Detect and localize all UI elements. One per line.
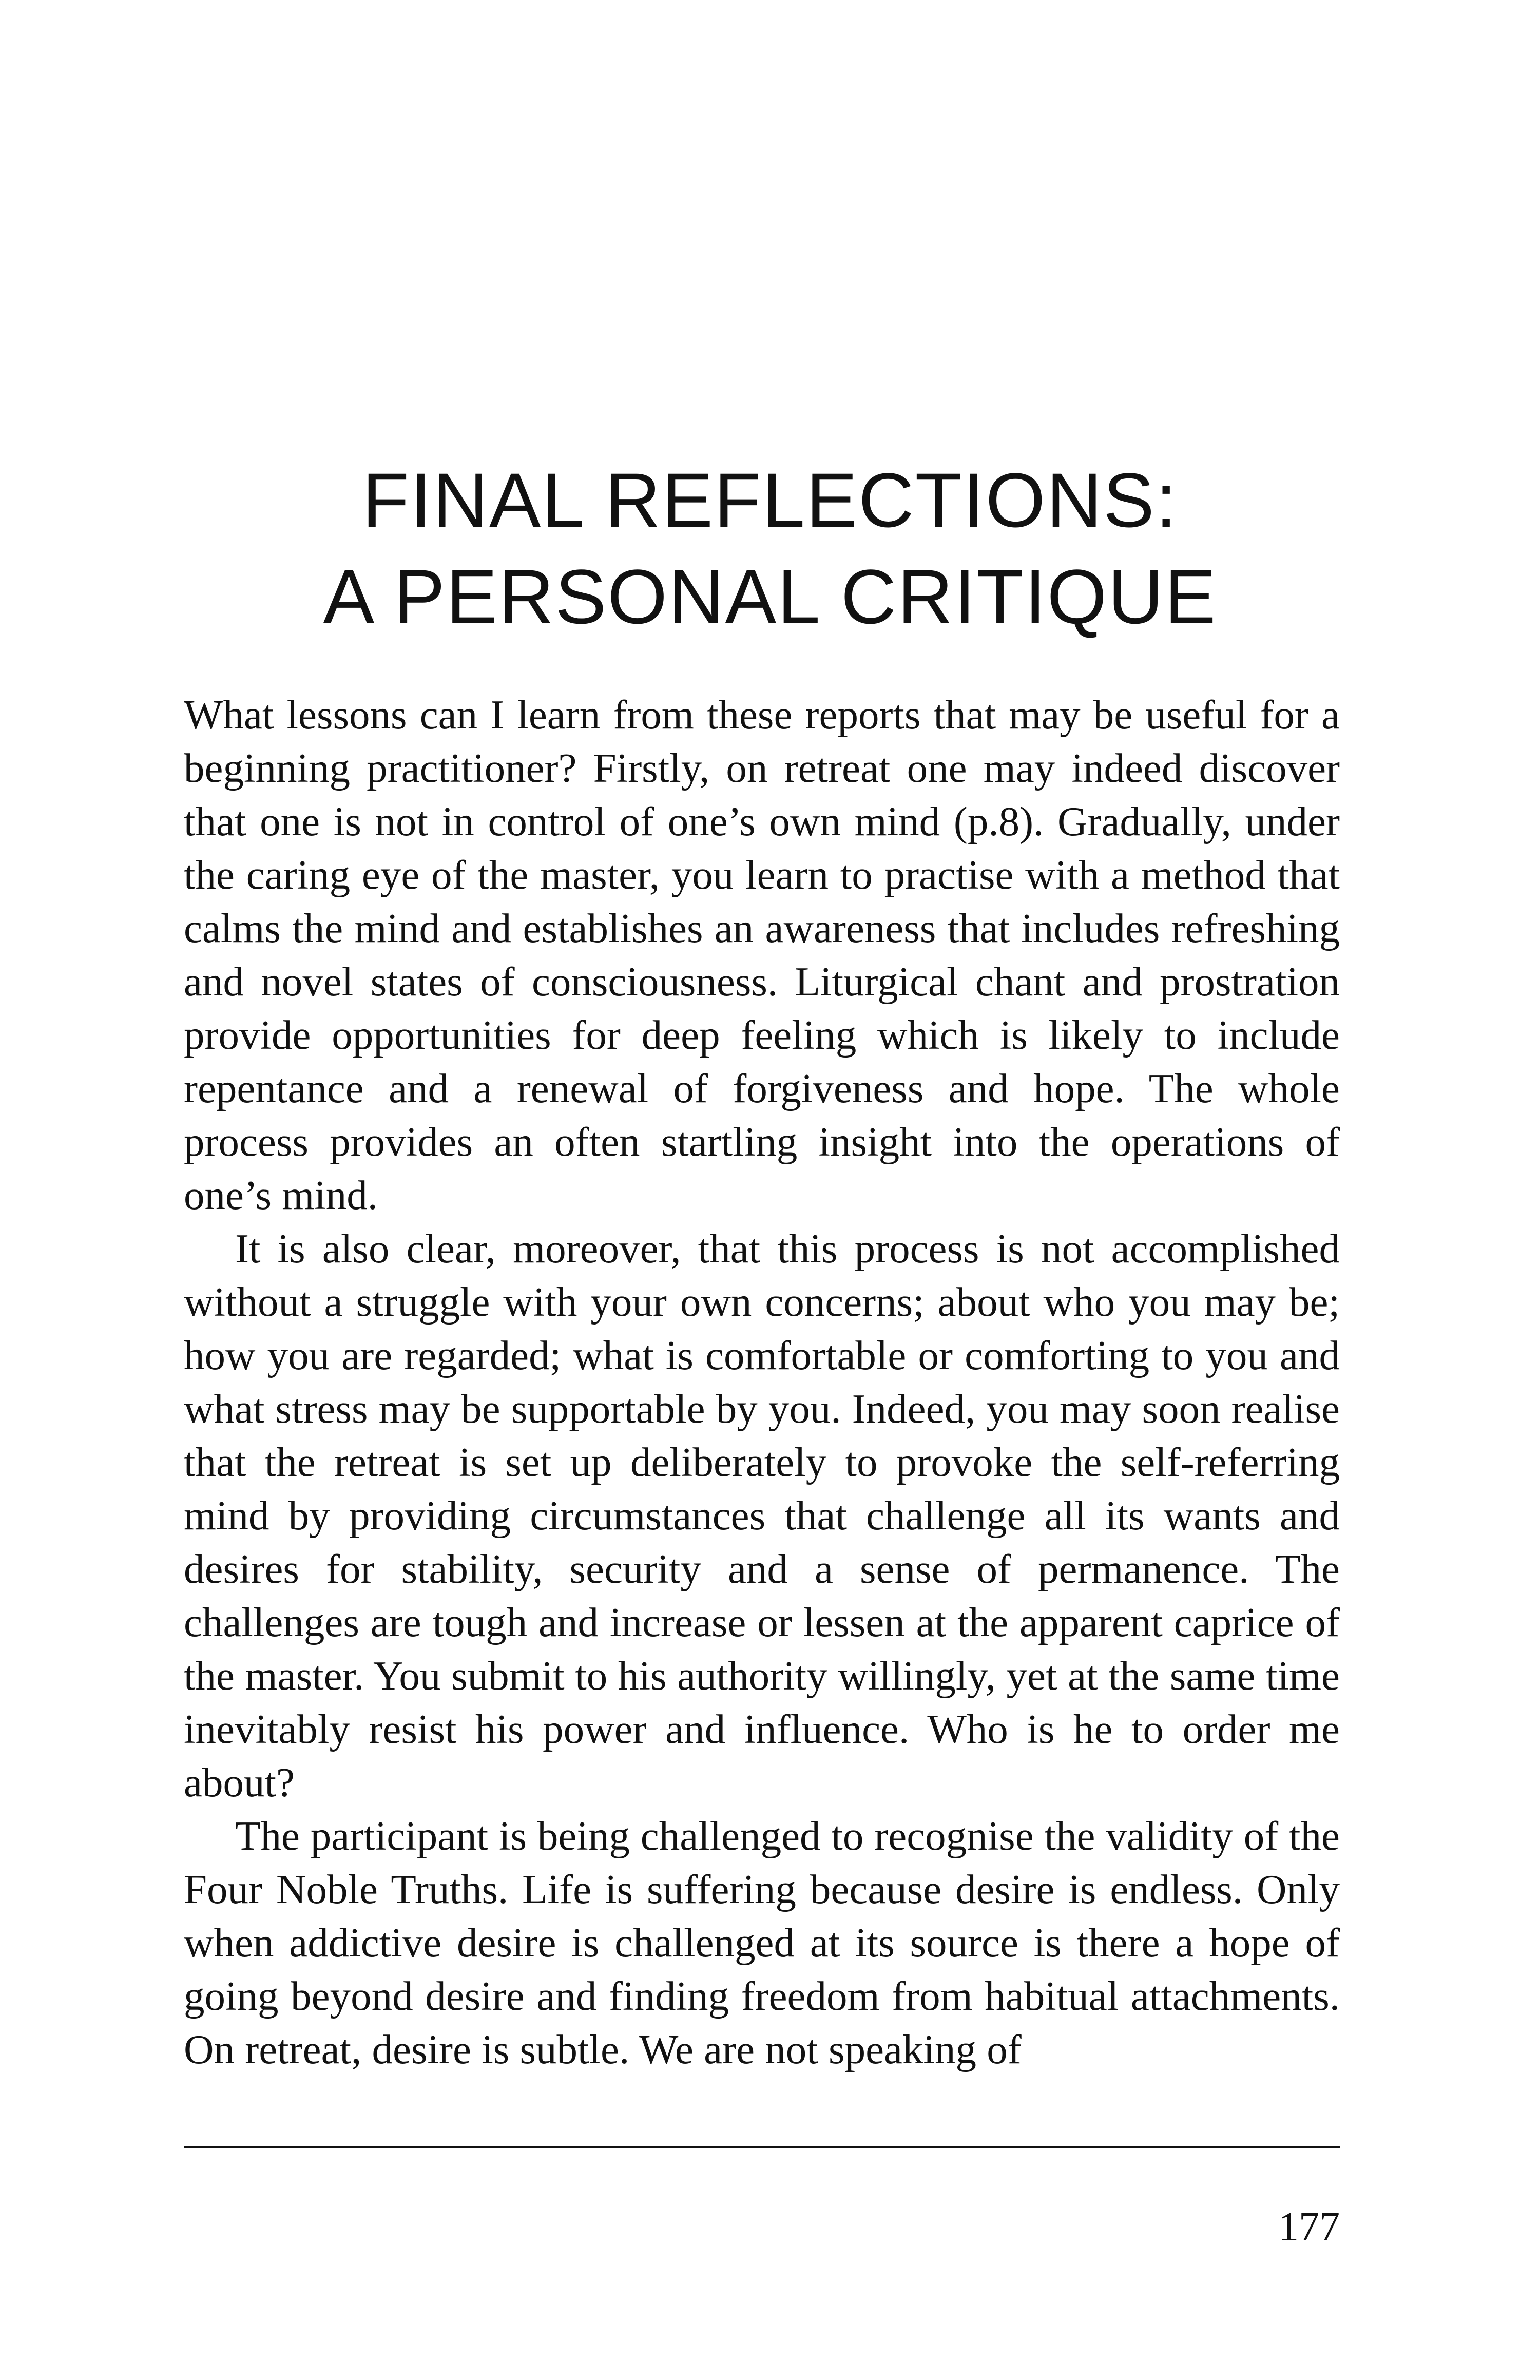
paragraph-2: It is also clear, moreover, that this process is not accomplished without a struggle with your own concerns; about who you may be; how you are regarded; what is comfortable or comforting to you and what stress may be supportable by you. Indeed, you may soon realise that the retreat is set up deliberately to provoke the self-referring mind by providing circumstances that challenge all its wants and desires for stability, security and a sense of permanence. The challenges are tough and increase or lessen at the apparent caprice of the master. You submit to his authority willingly, yet at the same time inevitably resist his power and influence. Who is he to order me about?: [184, 1225, 1340, 1806]
paragraph-1: What lessons can I learn from these reports that may be useful for a beginning practitioner? Firstly, on retreat one may indeed discover that one is not in control of one’s own mind (p.8). Gradually, under the caring eye of the master, you learn to practise with a method that calms the mind and establishes an awareness that includes refreshing and novel states of consciousness. Liturgical chant and prostration provide opportunities for deep feeling which is likely to include repentance and a renewal of forgiveness and hope. The whole process provides an often startling insight into the operations of one’s mind.: [184, 692, 1340, 1218]
page-number: 177: [1278, 2204, 1340, 2250]
footer-rule: [184, 2146, 1340, 2148]
chapter-title: [185, 452, 1355, 645]
paragraph-3: The participant is being challenged to recognise the validity of the Four Noble Truths. Life is suffering because desire is endless. Only when addictive desire is challenged at its source is there a hope of going beyond desire and finding freedom from habitual attachments. On retreat, desire is subtle. We are not speaking of: [184, 1813, 1340, 2072]
chapter-title-line-1: FINAL REFLECTIONS:: [362, 457, 1178, 543]
chapter-title-line-2: A PERSONAL CRITIQUE: [323, 553, 1217, 640]
body-text: [184, 688, 1340, 2076]
